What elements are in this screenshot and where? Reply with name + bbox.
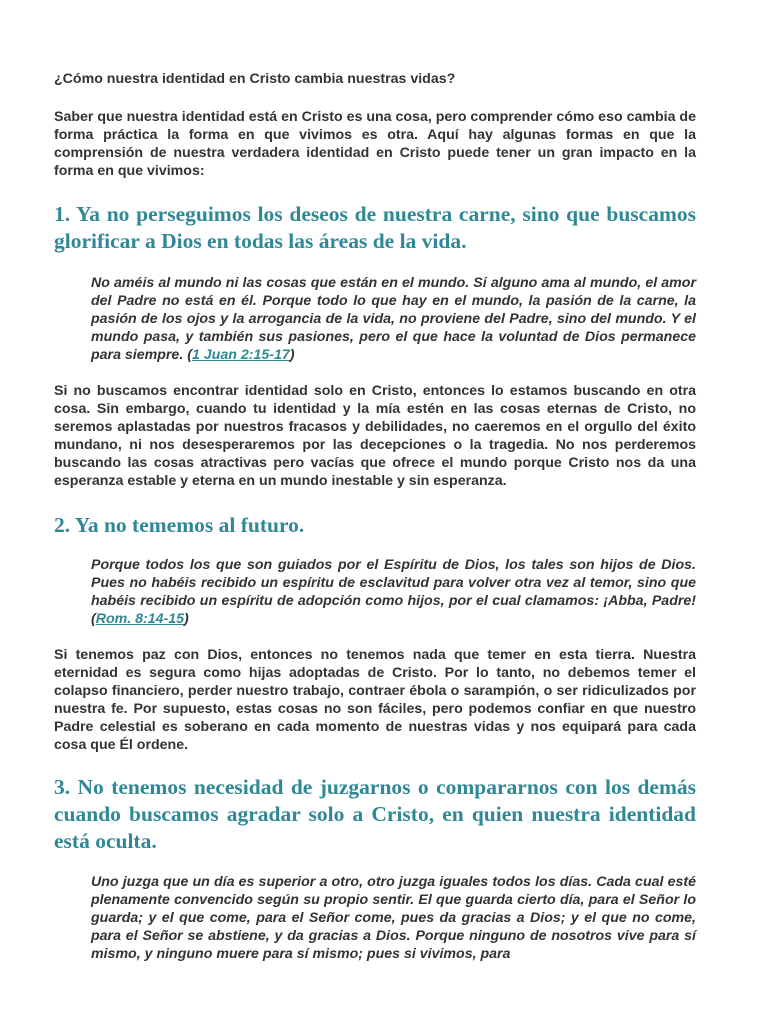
section-3-heading: 3. No tenemos necesidad de juzgarnos o compararnos con los demás cuando buscamos agradar solo a Cristo, en quien nuestra identidad está oculta. bbox=[54, 775, 696, 853]
section-1-scripture-link[interactable]: 1 Juan 2:15-17 bbox=[191, 347, 290, 363]
section-2-quote bbox=[91, 556, 696, 628]
section-1-heading: 1. Ya no perseguimos los deseos de nuestra carne, sino que buscamos glorificar a Dios en todas las áreas de la vida. bbox=[54, 202, 696, 253]
section-2-body: Si tenemos paz con Dios, entonces no tenemos nada que temer en esta tierra. Nuestra eternidad es segura como hijas adoptadas de Cristo. Por lo tanto, no debemos temer el colapso financiero, perder nuestro trabajo, contraer ébola o sarampión, o ser ridiculizados por nuestra fe. Por supuesto, estas cosas no son fáciles, pero podemos confiar en que nuestro Padre celestial es soberano en cada momento de nuestras vidas y nos equipará para cada cosa que Él ordene. bbox=[54, 647, 696, 753]
article bbox=[54, 70, 696, 963]
section-2-quote-text: Porque todos los que son guiados por el Espíritu de Dios, los tales son hijos de Dios. Pues no habéis recibido un espíritu de esclavitud para volver otra vez al temor, sino que habéis recibido un espíritu de adopción como hijos, por el cual clamamos: ¡Abba, Padre! ( bbox=[91, 557, 696, 627]
section-3-quote: Uno juzga que un día es superior a otro, otro juzga iguales todos los días. Cada cual esté plenamente convencido según su propio sentir. El que guarda cierto día, para el Señor lo guarda; y el que come, para el Señor come, pues da gracias a Dios; y el que no come, para el Señor se abstiene, y da gracias a Dios. Porque ninguno de nosotros vive para sí mismo, y ninguno muere para sí mismo; pues si vivimos, para bbox=[91, 874, 696, 962]
section-2-scripture-link[interactable]: Rom. 8:14-15 bbox=[95, 611, 185, 627]
section-1-body: Si no buscamos encontrar identidad solo en Cristo, entonces lo estamos buscando en otra cosa. Sin embargo, cuando tu identidad y la mía estén en las cosas eternas de Cristo, no seremos aplastadas por nuestros fracasos y debilidades, no caeremos en el orgullo del éxito mundano, ni nos desesperaremos por las decepciones o la tragedia. No nos perderemos buscando las cosas atractivas pero vacías que ofrece el mundo porque Cristo nos da una esperanza estable y eterna en un mundo inestable y sin esperanza. bbox=[54, 383, 696, 489]
section-1-quote-close: ) bbox=[289, 347, 295, 363]
section-1-quote bbox=[91, 274, 696, 364]
section-2-heading: 2. Ya no tememos al futuro. bbox=[54, 513, 305, 537]
intro-paragraph: Saber que nuestra identidad está en Cristo es una cosa, pero comprender cómo eso cambia de forma práctica la forma en que vivimos es otra. Aquí hay algunas formas en que la comprensión de nuestra verdadera identidad en Cristo puede tener un gran impacto en la forma en que vivimos: bbox=[54, 109, 696, 179]
intro-question: ¿Cómo nuestra identidad en Cristo cambia nuestras vidas? bbox=[54, 71, 456, 87]
section-2-quote-close: ) bbox=[184, 611, 189, 627]
section-1-quote-text: No améis al mundo ni las cosas que están en el mundo. Si alguno ama al mundo, el amor del Padre no está en él. Porque todo lo que hay en el mundo, la pasión de la carne, la pasión de los ojos y la arrogancia de la vida, no proviene del Padre, sino del mundo. Y el mundo pasa, y también sus pasiones, pero el que hace la voluntad de Dios permanece para siempre. ( bbox=[91, 275, 696, 363]
